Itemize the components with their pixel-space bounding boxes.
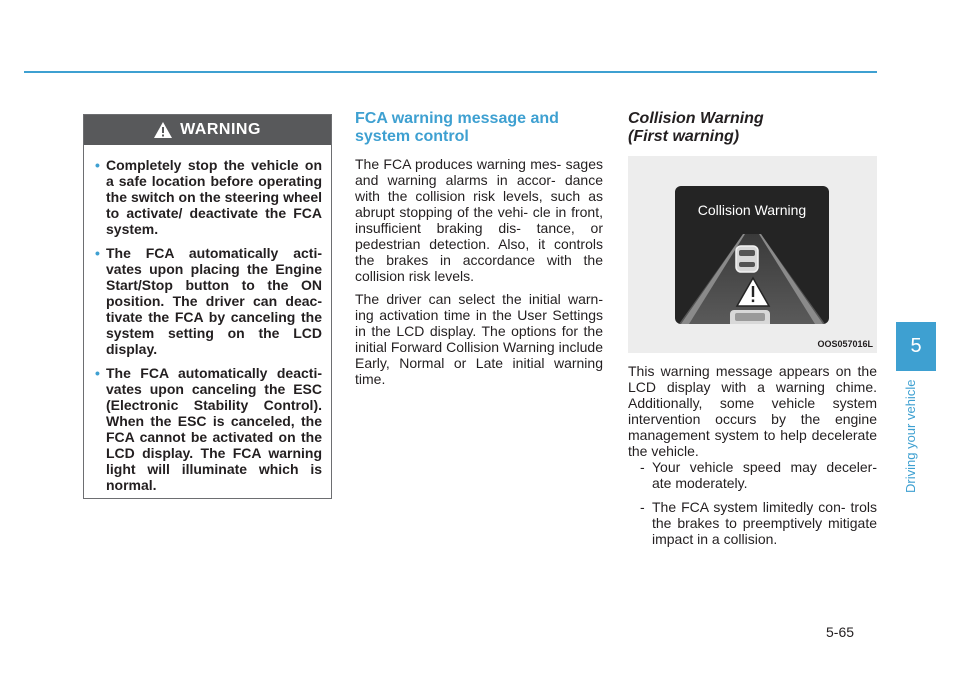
collision-bullets	[628, 459, 877, 547]
figure-code: OOS057016L	[817, 339, 873, 349]
own-car-icon	[730, 310, 770, 324]
collision-warning-section	[628, 110, 877, 555]
lcd-warning-text: Collision Warning	[697, 202, 807, 218]
fca-section	[355, 110, 603, 394]
collision-description: This warning message appears on the LCD display with a warning chime. Additionally, some vehicle system intervention occurs by the engine management system to help decelerate the vehicle.	[628, 363, 877, 459]
chapter-title: Driving your vehicle	[903, 380, 918, 494]
warning-header	[84, 115, 331, 145]
chapter-number-tab: 5	[896, 322, 936, 371]
top-rule	[24, 71, 877, 73]
collision-heading	[628, 110, 877, 146]
warning-triangle-icon	[154, 122, 172, 138]
lcd-screen	[675, 186, 829, 324]
collision-heading-line1: Collision Warning	[628, 110, 764, 127]
warning-box	[83, 114, 332, 499]
section-paragraph: The driver can select the initial warn- ing activation time in the User Settings in the LCD display. The options for the initial Forward Collision Warning include Early, Normal or Late initial warning time.	[355, 291, 603, 387]
lcd-figure	[628, 156, 877, 353]
warning-title: WARNING	[180, 121, 261, 138]
section-paragraph: The FCA produces warning mes- sages and warning alarms in accor- dance with the collision risk levels, such as abrupt stopping of the vehi- cle in front, insufficient braking dis- tance, or pedestrian detection. Also, it controls the brakes in accordance with the collision risk levels.	[355, 156, 603, 284]
warning-item: • Completely stop the vehicle on a safe location before operating the switch on the steering wheel to activate/ deactivate the FCA system.	[95, 157, 322, 237]
warning-item: • The FCA automatically deacti- vates upon canceling the ESC (Electronic Stability Control). When the ESC is canceled, the FCA cannot be activated on the LCD display. The FCA warning light will illuminate which is normal.	[95, 365, 322, 493]
collision-bullet: - The FCA system limitedly con- trols the brakes to preemptively mitigate impact in a collision.	[640, 499, 877, 547]
page-number: 5-65	[826, 624, 855, 640]
warning-list	[84, 145, 331, 493]
lead-car-icon	[736, 246, 758, 272]
warning-item: • The FCA automatically acti- vates upon placing the Engine Start/Stop button to the ON position. The driver can deac- tivate the FCA by canceling the system setting on the LCD display.	[95, 245, 322, 357]
section-heading: FCA warning message and system control	[355, 110, 559, 145]
collision-bullet: - Your vehicle speed may deceler- ate moderately.	[640, 459, 877, 491]
collision-heading-line2: (First warning)	[628, 128, 740, 145]
